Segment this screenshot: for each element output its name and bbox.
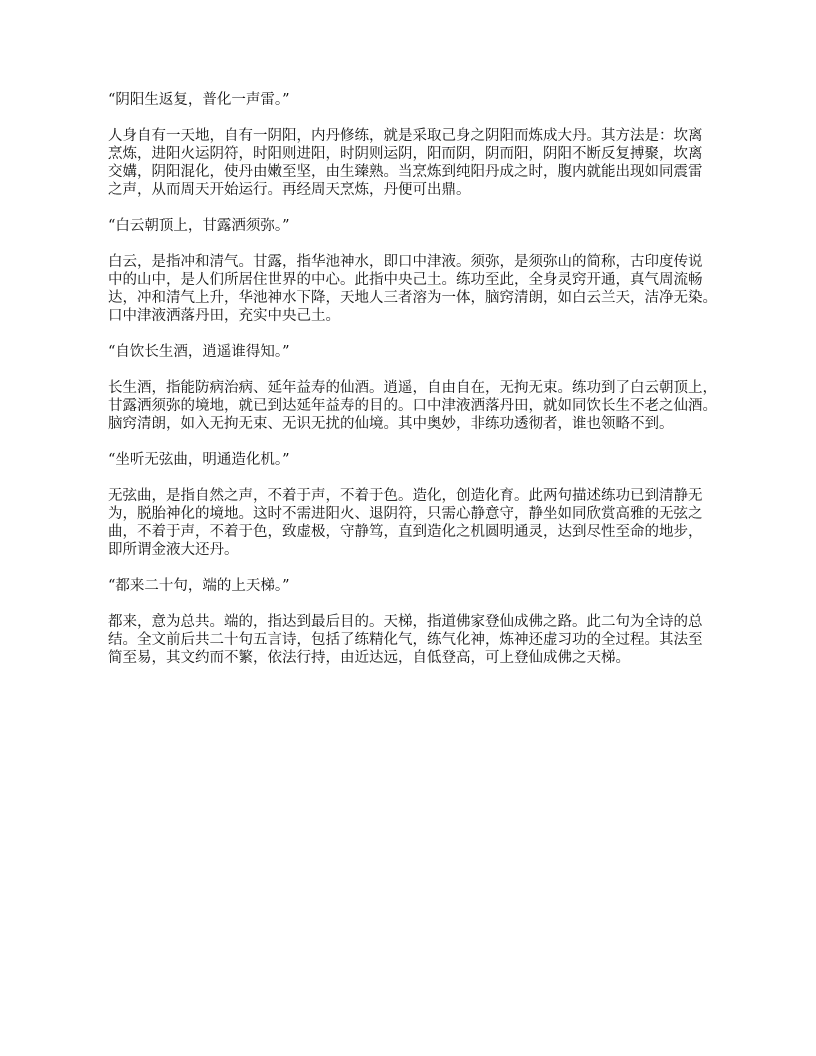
commentary-paragraph: [108, 379, 718, 433]
paragraph-line: 结。全文前后共二十句五言诗，包括了练精化气，练气化神，炼神还虚习功的全过程。其法至: [108, 632, 703, 648]
paragraph-line: 为，脱胎神化的境地。这时不需进阳火、退阴符，只需心静意守，静坐如同欣赏高雅的无弦之: [108, 506, 703, 522]
paragraph-line: 脑窍清朗，如入无拘无束、无识无扰的仙境。其中奥妙，非练功透彻者，谁也领略不到。: [108, 416, 674, 432]
commentary-paragraph: [108, 613, 718, 667]
paragraph-line: 长生酒，指能防病治病、延年益寿的仙酒。逍遥，自由自在，无拘无束。练功到了白云朝顶上，: [108, 380, 717, 396]
document-page: [108, 91, 718, 685]
paragraph-line: 即所谓金液大还丹。: [108, 542, 239, 558]
commentary-paragraph: [108, 487, 718, 559]
verse-quote: “都来二十句，端的上天梯。”: [108, 578, 290, 594]
verse-quote: “自饮长生酒，逍遥谁得知。”: [108, 344, 290, 360]
paragraph-line: 交媾，阴阳混化，使丹由嫩至坚，由生臻熟。当烹炼到纯阳丹成之时，腹内就能出现如同震雷: [108, 164, 703, 180]
verse-quote: “阴阳生返复，普化一声雷。”: [108, 92, 290, 108]
verse-quote: “白云朝顶上，甘露洒须弥。”: [108, 218, 290, 234]
paragraph-line: 人身自有一天地，自有一阴阳，内丹修练，就是采取己身之阴阳而炼成大丹。其方法是：坎离: [108, 128, 703, 144]
verse-quote: “坐听无弦曲，明通造化机。”: [108, 452, 290, 468]
commentary-paragraph: [108, 127, 718, 199]
paragraph-line: 简至易，其文约而不繁，依法行持，由近达远，自低登高，可上登仙成佛之天梯。: [108, 650, 630, 666]
paragraph-line: 中的山中，是人们所居住世界的中心。此指中央己土。练功至此，全身灵窍开通，真气周流畅: [108, 272, 703, 288]
paragraph-line: 烹炼，进阳火运阴符，时阳则进阳，时阴则运阴，阳而阴，阴而阳，阴阳不断反复搏聚，坎离: [108, 146, 703, 162]
paragraph-line: 曲，不着于声，不着于色，致虚极，守静笃，直到造化之机圆明通灵，达到尽性至命的地步，: [108, 524, 703, 540]
paragraph-line: 无弦曲，是指自然之声，不着于声，不着于色。造化，创造化育。此两句描述练功已到清静无: [108, 488, 703, 504]
paragraph-line: 口中津液洒落丹田，充实中央己土。: [108, 308, 340, 324]
paragraph-line: 达，冲和清气上升，华池神水下降，天地人三者溶为一体，脑窍清朗，如白云兰天，洁净无染。: [108, 290, 717, 306]
paragraph-line: 之声，从而周天开始运行。再经周天烹炼，丹便可出鼎。: [108, 182, 471, 198]
paragraph-line: 都来，意为总共。端的，指达到最后目的。天梯，指道佛家登仙成佛之路。此二句为全诗的总: [108, 614, 703, 630]
paragraph-line: 甘露洒须弥的境地，就已到达延年益寿的目的。口中津液洒落丹田，就如同饮长生不老之仙酒。: [108, 398, 717, 414]
paragraph-line: 白云，是指冲和清气。甘露，指华池神水，即口中津液。须弥，是须弥山的简称，古印度传说: [108, 254, 703, 270]
commentary-paragraph: [108, 253, 718, 325]
